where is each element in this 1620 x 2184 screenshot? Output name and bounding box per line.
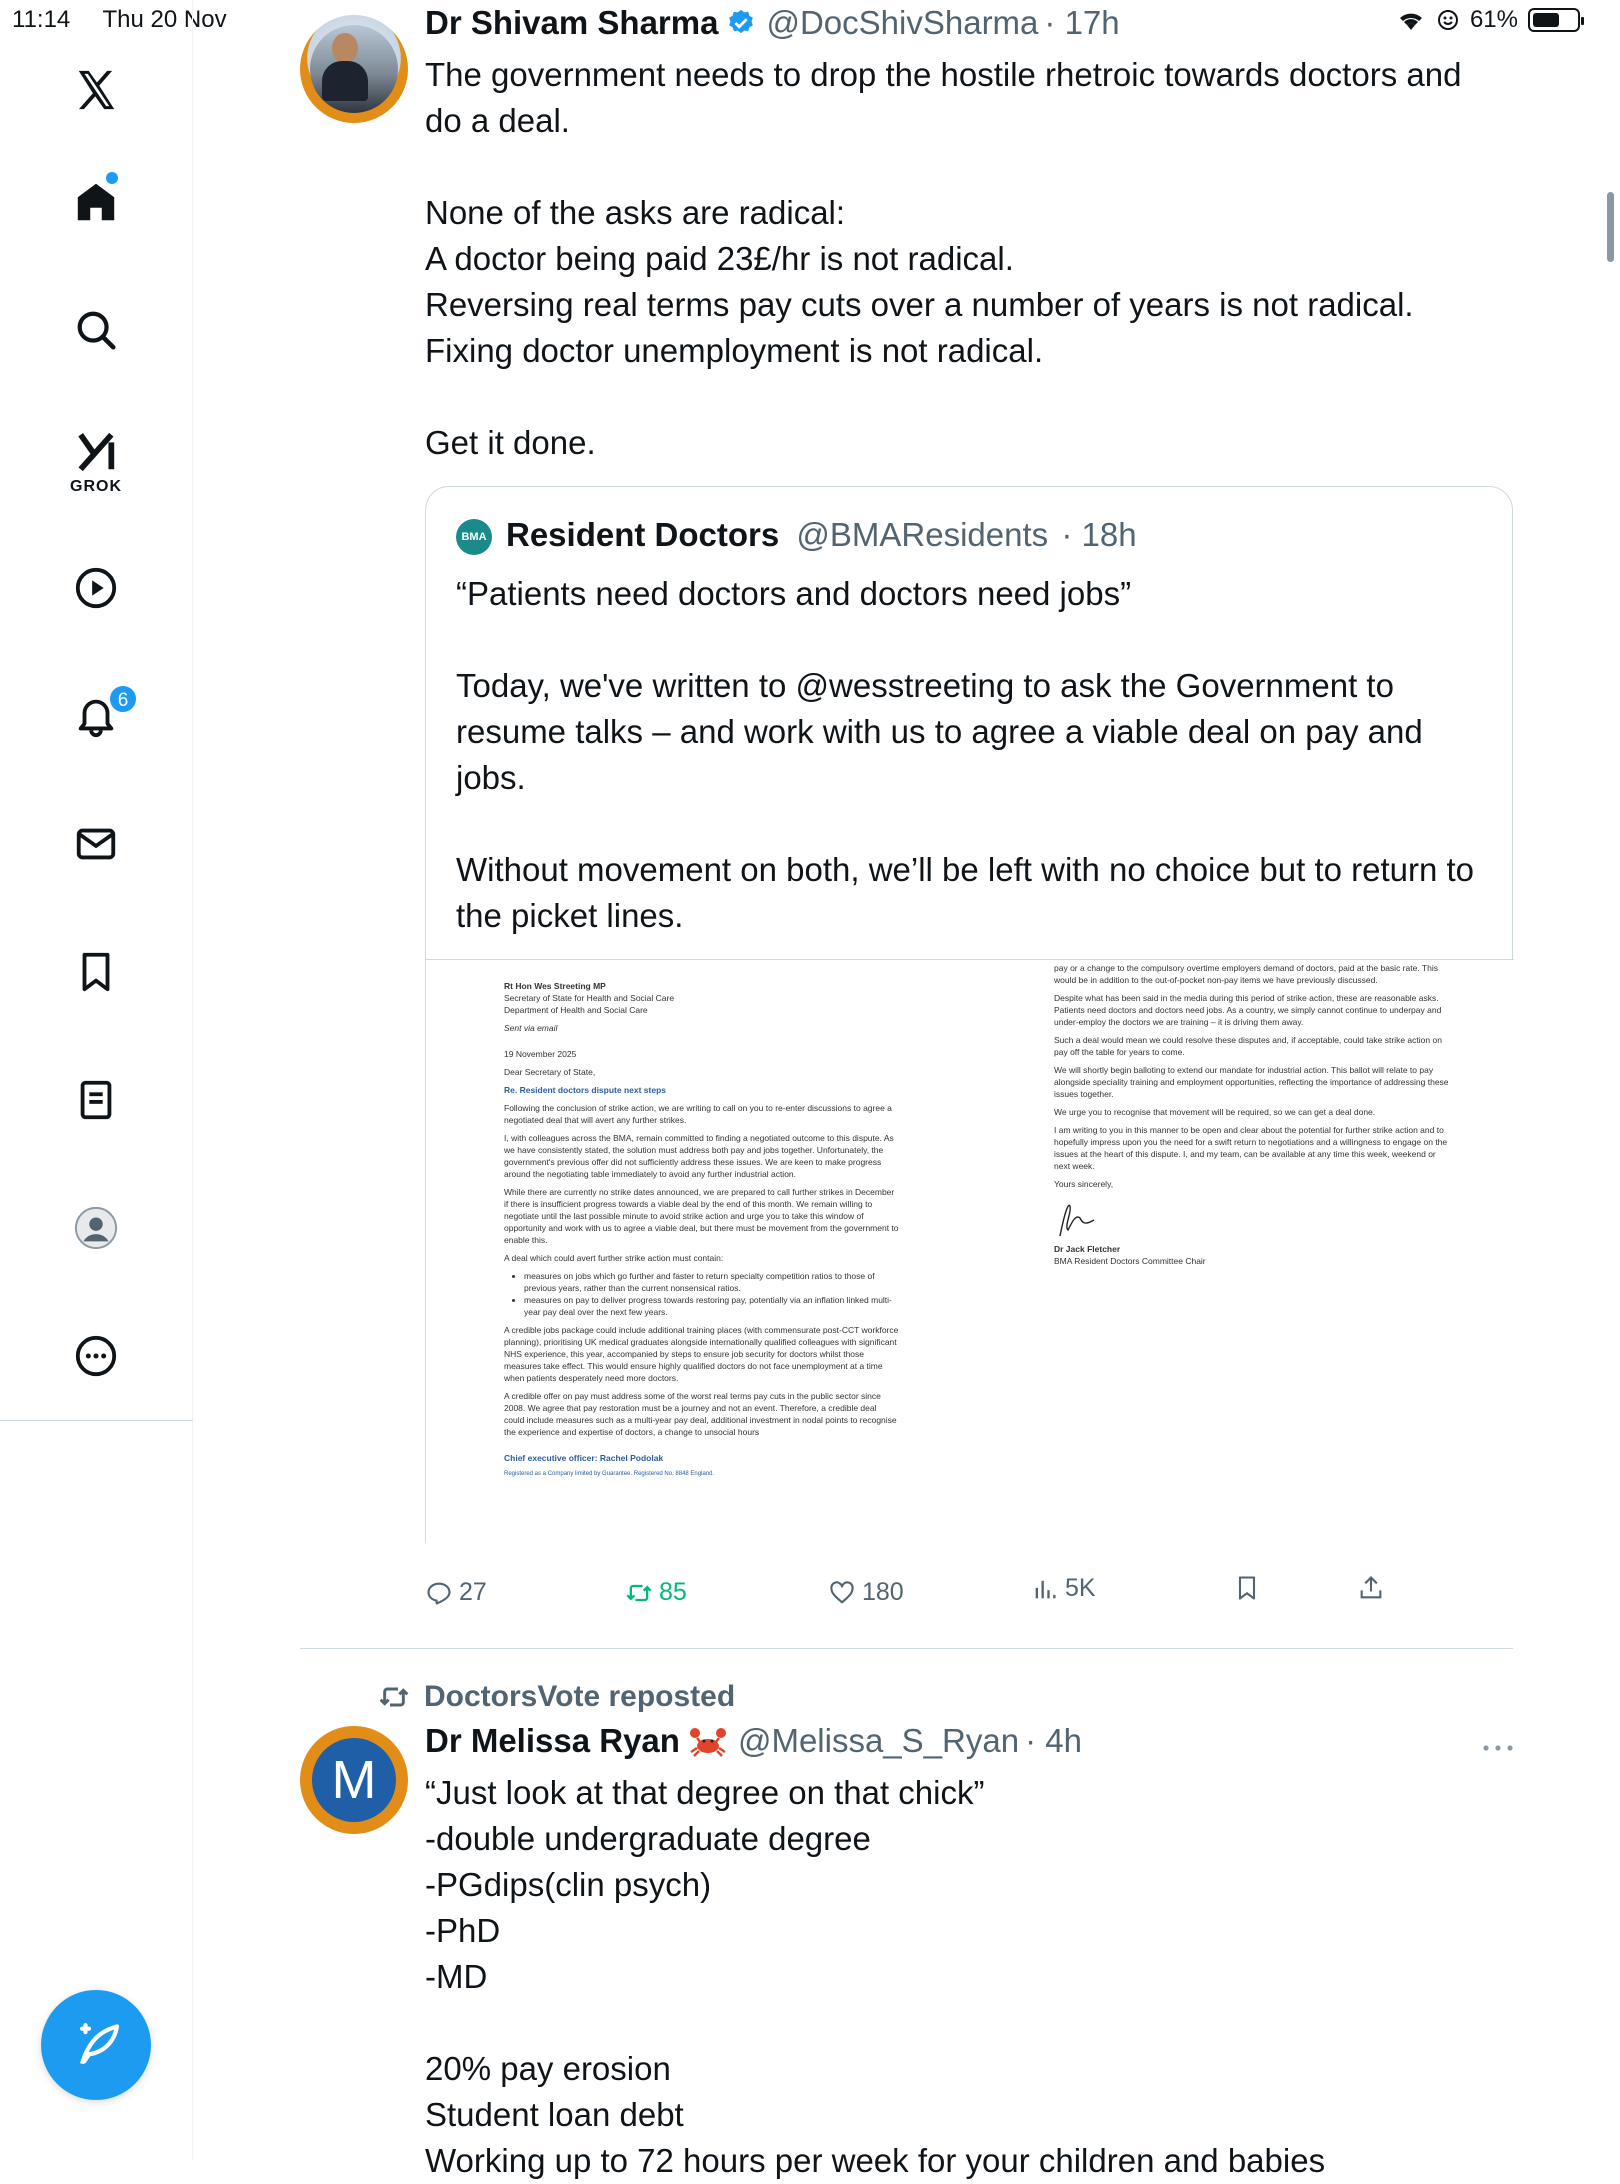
battery-fill bbox=[1533, 13, 1559, 27]
tweet1-time[interactable]: · 17h bbox=[1044, 4, 1120, 41]
tweet2-author-name[interactable]: Dr Melissa Ryan bbox=[425, 1722, 680, 1759]
letter-addr2: Secretary of State for Health and Social Care bbox=[504, 993, 675, 1003]
letter-r4: We will shortly begin balloting to extend our mandate for industrial action. This ballot will relate to pay alongside speciality training and employment opportunities, reflecting the importance of addressing these issues together. bbox=[1054, 1065, 1449, 1099]
views-icon bbox=[1031, 1575, 1059, 1603]
home-unread-dot bbox=[106, 172, 118, 184]
like-count: 180 bbox=[862, 1578, 904, 1606]
avatar-bma-residents: BMA bbox=[456, 519, 492, 555]
views-count: 5K bbox=[1065, 1574, 1096, 1602]
repost-count: 85 bbox=[659, 1578, 687, 1606]
tweet1-action-bar bbox=[425, 1574, 1513, 1618]
lists-icon[interactable] bbox=[64, 1068, 128, 1132]
bookmarks-icon[interactable] bbox=[64, 940, 128, 1004]
letter-r5: We urge you to recognise that movement will be required, so we can get a deal done. bbox=[1054, 1107, 1376, 1117]
repost-button[interactable] bbox=[625, 1578, 687, 1607]
letter-subject: Re. Resident doctors dispute next steps bbox=[504, 1085, 667, 1095]
letter-r2: Despite what has been said in the media during this period of strike action, these are reasonable asks. Patients need doctors and doctors need jobs. As a country, we simply cannot continue to underpay and under-employ the doctors we are training – it is driving them away. bbox=[1054, 993, 1442, 1027]
wifi-icon bbox=[1396, 8, 1426, 32]
battery-percent: 61% bbox=[1469, 6, 1518, 33]
focus-icon bbox=[1436, 8, 1460, 32]
more-options-icon[interactable] bbox=[64, 1324, 128, 1388]
letter-p4: A deal which could avert further strike action must contain: bbox=[504, 1253, 724, 1263]
letter-p3: While there are currently no strike dates announced, we are prepared to call further strikes in December if there is insufficient progress towards a viable deal by the end of this month. We remain willing to negotiate until the last possible minute to avoid strike action and urge you to take this window of opportunity and work with us to agree a viable deal, but there must be movement from the government to enable this. bbox=[504, 1187, 899, 1245]
letter-salutation: Dear Secretary of State, bbox=[504, 1067, 596, 1077]
letter-r6: I am writing to you in this manner to be open and clear about the potential for further strike action and to hopefully impress upon you the need for a swift return to negotiations and a willingness to engage on the issues at the heart of this dispute. I, and my team, can be available at any time this week, weekend or next week. bbox=[1054, 1125, 1448, 1171]
reply-icon bbox=[425, 1579, 453, 1607]
letter-image[interactable] bbox=[426, 959, 1514, 1563]
repost-icon bbox=[625, 1579, 653, 1607]
crab-emoji-icon bbox=[688, 1724, 728, 1758]
quoted-tweet-header bbox=[506, 516, 1137, 554]
tweet2-text: “Just look at that degree on that chick” -double undergraduate degree -PGdips(clin psych) -PhD -MD 20% pay erosion Student loan debt Working up to 72 hours per week for your children and babies bbox=[425, 1774, 1326, 2179]
status-date: Thu 20 Nov bbox=[102, 6, 227, 33]
letter-p5: A credible jobs package could include additional training places (with commensurate post-CCT workforce planning), prioritising UK medical graduates alongside internationally qualified colleagues with significant NHS experience, this year, accompanied by steps to ensure job security for doctors whilst those measures take effect. This would ensure highly qualified doctors do not face unemployment at a time when patients desperately need more doctors. bbox=[504, 1325, 899, 1383]
compose-icon bbox=[68, 2017, 124, 2073]
quoted-author-handle: @BMAResidents bbox=[796, 516, 1049, 553]
like-button[interactable] bbox=[828, 1578, 904, 1607]
letter-addr1: Rt Hon Wes Streeting MP bbox=[504, 981, 606, 991]
search-icon[interactable] bbox=[64, 298, 128, 362]
tweet1-header bbox=[425, 4, 1120, 42]
letter-signer: Dr Jack Fletcher bbox=[1054, 1244, 1121, 1254]
letter-footer1: Chief executive officer: Rachel Podolak bbox=[504, 1453, 664, 1463]
status-time: 11:14 bbox=[12, 6, 71, 33]
scrollbar[interactable] bbox=[1607, 192, 1614, 262]
signature-icon bbox=[1054, 1196, 1114, 1240]
grok-label: GROK bbox=[70, 478, 122, 495]
tweet1-author-name[interactable]: Dr Shivam Sharma bbox=[425, 4, 719, 41]
letter-p2: I, with colleagues across the BMA, remain committed to finding a negotiated outcome to this dispute. As we have consistently stated, the solution must address both pay and jobs together. Unfortunately, the government's previous offer did not sufficiently address these issues. We are keen to make progress around the negotiating table immediately to avoid any further industrial action. bbox=[504, 1133, 894, 1179]
letter-addr3: Department of Health and Social Care bbox=[504, 1005, 648, 1015]
sidebar-divider bbox=[0, 1420, 193, 1421]
reposted-by: DoctorsVote reposted bbox=[424, 1680, 736, 1713]
quoted-tweet-text: “Patients need doctors and doctors need jobs” Today, we've written to @wesstreeting to ask the Government to resume talks – and work with us to agree a viable deal on pay and jobs. Without movement on both, we’ll be left with no choice but to return to the picket lines. bbox=[456, 575, 1475, 934]
messages-icon[interactable] bbox=[64, 812, 128, 876]
letter-page-1 bbox=[504, 980, 899, 1486]
notifications-badge: 6 bbox=[108, 684, 138, 714]
letter-signer-title: BMA Resident Doctors Committee Chair bbox=[1054, 1256, 1206, 1266]
compose-button[interactable] bbox=[41, 1990, 151, 2100]
verified-badge-icon bbox=[726, 8, 756, 38]
tweet2-header bbox=[425, 1722, 1082, 1760]
letter-footer2: Registered as a Company limited by Guarantee. Registered No. 8848 England. bbox=[504, 1471, 715, 1477]
share-button[interactable] bbox=[1357, 1574, 1385, 1602]
tweet1-text: The government needs to drop the hostile rhetroic towards doctors and do a deal. None of the asks are radical: A doctor being paid 23£/hr is not radical. Reversing real terms pay cuts over a number of years is not radical. Fixing doctor unemployment is not radical. Get it done. bbox=[425, 56, 1462, 461]
quoted-tweet-card[interactable] bbox=[425, 486, 1513, 1562]
letter-sent: Sent via email bbox=[504, 1023, 558, 1033]
letter-r3: Such a deal would mean we could resolve these disputes and, if acceptable, could take strike action on pay off the table for years to come. bbox=[1054, 1035, 1442, 1057]
letter-p6: A credible offer on pay must address some of the worst real terms pay cuts in the public sector since 2008. We agree that pay restoration must be a journey and not an event. Therefore, a credible deal could include measures such as a multi-year pay deal, additional investment in nodal points to recognise the experience and expertise of doctors, a change to unsocial hours bbox=[504, 1391, 897, 1437]
x-logo-icon[interactable] bbox=[64, 58, 128, 122]
letter-page-2 bbox=[1054, 962, 1454, 1273]
tweet2-more-icon[interactable] bbox=[1480, 1742, 1516, 1754]
quoted-time: · 18h bbox=[1061, 516, 1137, 553]
grok-icon[interactable] bbox=[64, 420, 128, 484]
reply-count: 27 bbox=[459, 1578, 487, 1606]
profile-icon[interactable] bbox=[64, 1196, 128, 1260]
reply-button[interactable] bbox=[425, 1578, 487, 1607]
repost-icon bbox=[378, 1681, 410, 1713]
views-button[interactable] bbox=[1031, 1574, 1096, 1603]
tweet1-author-handle[interactable]: @DocShivSharma bbox=[766, 4, 1039, 41]
share-icon bbox=[1357, 1574, 1385, 1602]
bookmark-button[interactable] bbox=[1233, 1574, 1261, 1602]
letter-r7: Yours sincerely, bbox=[1054, 1179, 1114, 1189]
letter-bullet: • measures on jobs which go further and faster to return specialty competition ratios to those of previous years, rather than the current nonsensical ratios. bbox=[524, 1270, 899, 1294]
video-icon[interactable] bbox=[64, 556, 128, 620]
heart-icon bbox=[828, 1579, 856, 1607]
sidebar bbox=[0, 0, 193, 2160]
repost-indicator[interactable] bbox=[378, 1680, 735, 1714]
quoted-author-name: Resident Doctors bbox=[506, 516, 780, 553]
letter-r1: pay or a change to the compulsory overtime employers demand of doctors, paid at the basic rate. This would be in addition to the out-of-pocket non-pay items we have previously discussed. bbox=[1054, 963, 1438, 985]
letter-p1: Following the conclusion of strike action, we are writing to call on you to re-enter discussions to agree a negotiated deal that will avert any further strikes. bbox=[504, 1103, 892, 1125]
home-icon[interactable] bbox=[64, 170, 128, 234]
avatar-letter: M bbox=[312, 1738, 396, 1822]
bookmark-icon bbox=[1233, 1574, 1261, 1602]
letter-date: 19 November 2025 bbox=[504, 1049, 577, 1059]
avatar-shivam-sharma[interactable] bbox=[300, 15, 408, 123]
avatar-melissa-ryan[interactable] bbox=[300, 1726, 408, 1834]
tweet-separator bbox=[300, 1648, 1513, 1649]
battery-icon bbox=[1528, 8, 1580, 32]
tweet2-time[interactable]: · 4h bbox=[1025, 1722, 1082, 1759]
tweet2-author-handle[interactable]: @Melissa_S_Ryan bbox=[737, 1722, 1020, 1759]
status-bar-right bbox=[1396, 6, 1580, 34]
letter-bullets bbox=[524, 1270, 899, 1318]
letter-bullet: • measures on pay to deliver progress towards restoring pay, potentially via an inflation linked multi-year pay deal over the next few years. bbox=[524, 1294, 899, 1318]
